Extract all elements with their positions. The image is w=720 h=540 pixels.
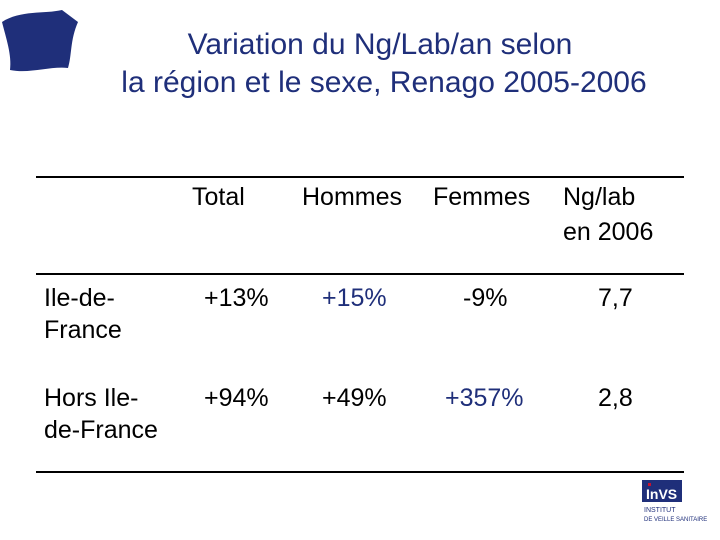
- slide-title-line2: la région et le sexe, Renago 2005-2006: [121, 66, 647, 99]
- row2-region-line2: de-France: [44, 416, 158, 444]
- row1-femmes: -9%: [463, 284, 508, 312]
- header-nglab-line2: en 2006: [563, 218, 654, 246]
- row1-hommes: +15%: [322, 284, 387, 312]
- row2-region-line1: Hors Ile-: [44, 384, 139, 412]
- slide-title: [20, 26, 720, 102]
- logo-brand: InVS: [646, 486, 678, 502]
- table-bottom-rule: [36, 471, 684, 473]
- header-hommes: Hommes: [302, 183, 403, 211]
- header-nglab-line1: Ng/lab: [563, 183, 636, 211]
- logo-sub-line2: DE VEILLE SANITAIRE: [644, 517, 708, 523]
- row2-hommes: +49%: [322, 384, 387, 412]
- header-total: Total: [192, 183, 245, 211]
- row2-femmes: +357%: [445, 384, 524, 412]
- slide-title-line1: Variation du Ng/Lab/an selon: [187, 28, 573, 61]
- row1-nglab: 7,7: [598, 284, 633, 312]
- header-femmes: Femmes: [433, 183, 531, 211]
- table-top-rule: [36, 176, 684, 178]
- row1-region-line2: France: [44, 316, 122, 344]
- row1-region-line1: Ile-de-: [44, 284, 115, 312]
- logo-sub-line1: INSTITUT: [644, 507, 676, 514]
- row2-nglab: 2,8: [598, 384, 633, 412]
- row2-total: +94%: [204, 384, 269, 412]
- invs-logo: [642, 480, 708, 526]
- row1-total: +13%: [204, 284, 269, 312]
- table-header-rule: [36, 273, 684, 275]
